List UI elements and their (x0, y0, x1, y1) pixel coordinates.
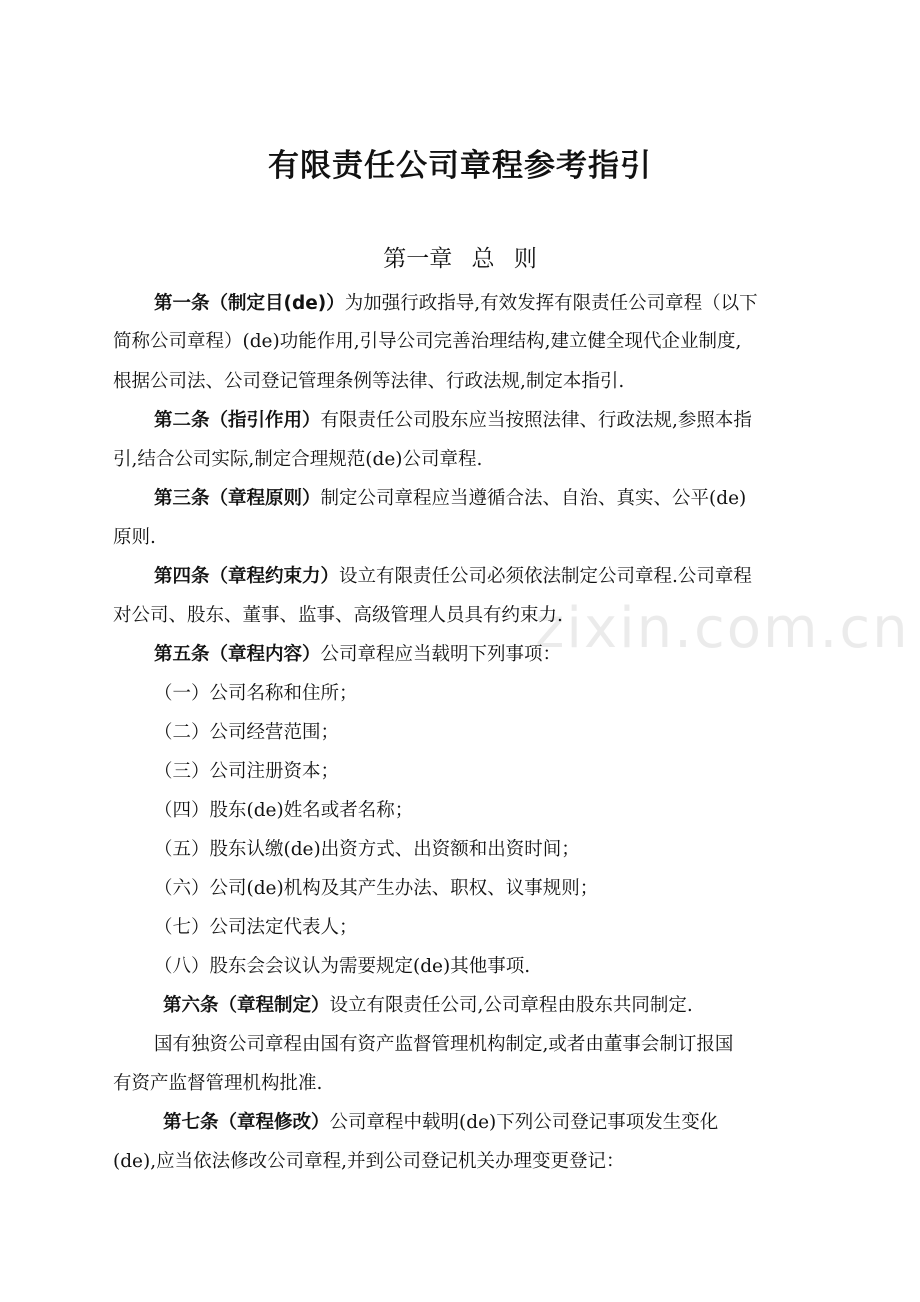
article-4-line-1 (154, 562, 752, 588)
article-7-label: 第七条（章程修改） (163, 1112, 330, 1133)
article-5-label: 第五条（章程内容） (154, 644, 321, 665)
article-7-text: 公司章程中载明(de)下列公司登记事项发生变化 (329, 1112, 719, 1133)
article-5-text: 公司章程应当载明下列事项： (320, 644, 562, 665)
article-6-line-3: 有资产监督管理机构批准. (113, 1073, 323, 1094)
article-2-line-1 (154, 406, 752, 432)
article-5-item: （六）公司(de)机构及其产生办法、职权、议事规则； (154, 878, 599, 899)
chapter-heading (0, 240, 920, 273)
article-5-item: （一）公司名称和住所； (154, 683, 358, 704)
article-4-line-2: 对公司、股东、董事、监事、高级管理人员具有约束力. (113, 605, 563, 626)
article-5-item: （五）股东认缴(de)出资方式、出资额和出资时间； (154, 839, 580, 860)
article-4-text: 设立有限责任公司必须依法制定公司章程.公司章程 (339, 566, 752, 587)
article-6-text: 设立有限责任公司,公司章程由股东共同制定. (329, 995, 693, 1016)
article-3-text: 制定公司章程应当遵循合法、自治、真实、公平(de) (320, 488, 747, 509)
watermark: zixin.com.cn (535, 596, 910, 661)
article-5-line-1 (154, 640, 561, 666)
article-3-line-2: 原则. (113, 527, 156, 548)
article-5-item: （三）公司注册资本； (154, 761, 340, 782)
article-3-label: 第三条（章程原则） (154, 488, 321, 509)
chapter-number: 第一章 (383, 246, 453, 272)
article-2-label: 第二条（指引作用） (154, 410, 321, 431)
article-5-item: （八）股东会会议认为需要规定(de)其他事项. (154, 956, 531, 977)
article-5-item: （四）股东(de)姓名或者名称； (154, 800, 414, 821)
article-6-label: 第六条（章程制定） (163, 995, 330, 1016)
article-3-line-1 (154, 484, 746, 510)
article-5-item: （二）公司经营范围； (154, 722, 340, 743)
document-title: 有限责任公司章程参考指引 (268, 148, 652, 184)
article-1-text: 为加强行政指导,有效发挥有限责任公司章程（以下 (344, 293, 758, 314)
article-2-line-2: 引,结合公司实际,制定合理规范(de)公司章程. (113, 449, 483, 470)
article-1-line-3: 根据公司法、公司登记管理条例等法律、行政法规,制定本指引. (113, 371, 625, 392)
article-7-line-2: (de),应当依法修改公司章程,并到公司登记机关办理变更登记： (113, 1151, 625, 1172)
article-4-label: 第四条（章程约束力） (154, 566, 340, 587)
article-6-line-2: 国有独资公司章程由国有资产监督管理机构制定,或者由董事会制订报国 (154, 1034, 734, 1055)
article-1-line-2: 简称公司章程）(de)功能作用,引导公司完善治理结构,建立健全现代企业制度, (113, 331, 742, 352)
article-5-item: （七）公司法定代表人； (154, 917, 358, 938)
article-1-line-1 (154, 289, 758, 315)
article-2-text: 有限责任公司股东应当按照法律、行政法规,参照本指 (320, 410, 752, 431)
chapter-name-part1: 总 (471, 246, 495, 272)
article-1-label: 第一条（制定目(de)） (154, 293, 345, 314)
article-7-line-1 (163, 1108, 718, 1134)
chapter-name-part2: 则 (513, 246, 537, 272)
article-6-line-1 (163, 991, 693, 1017)
